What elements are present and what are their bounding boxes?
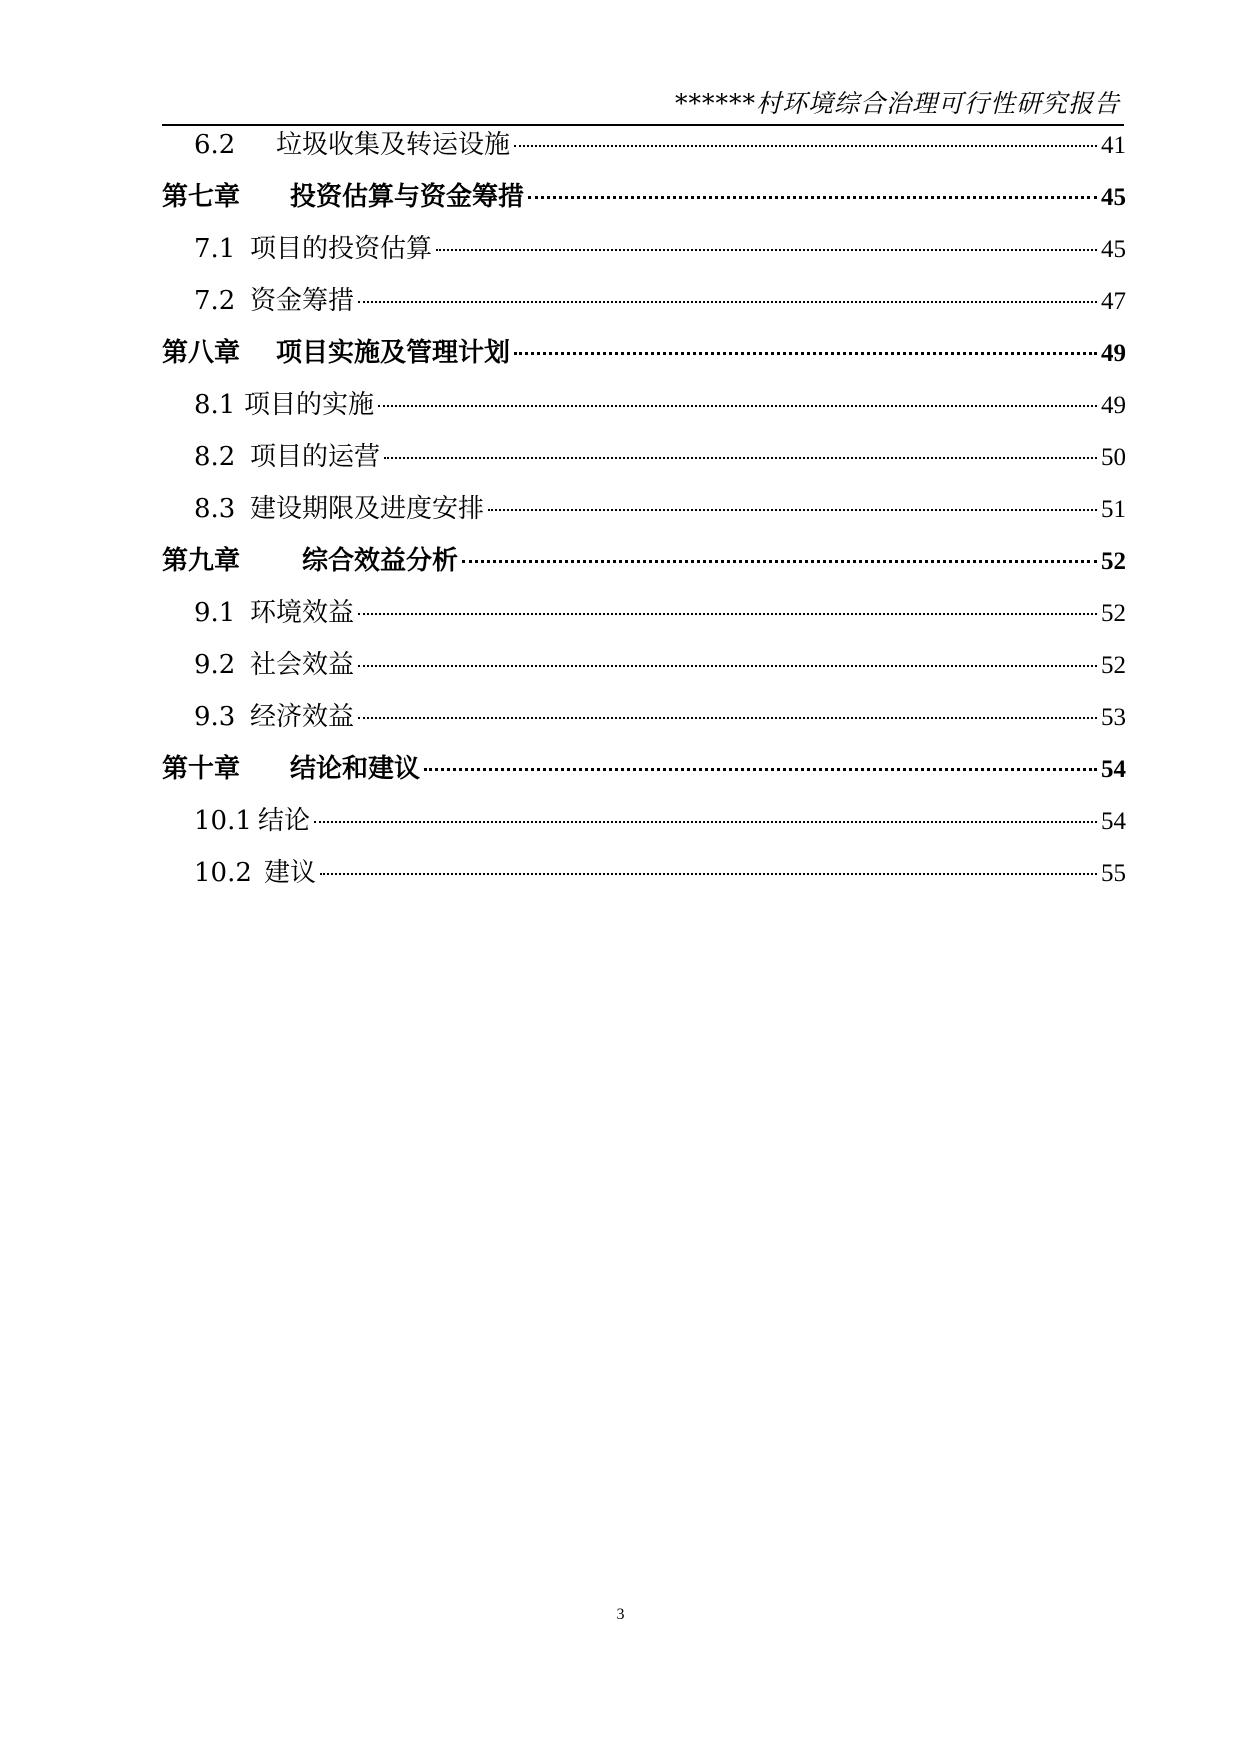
toc-chapter-entry[interactable] [162, 176, 1126, 216]
toc-section-title: 结论 [258, 806, 311, 836]
toc-section-title: 社会效益 [250, 650, 355, 680]
toc-page-number: 53 [1101, 704, 1126, 731]
toc-dot-leader [378, 405, 1097, 407]
toc-page-number: 51 [1101, 496, 1126, 523]
toc-chapter-title: 投资估算与资金筹措 [290, 182, 525, 212]
toc-chapter-number: 第十章 [162, 754, 241, 784]
toc-dot-leader [358, 665, 1097, 667]
toc-dot-leader [488, 509, 1097, 511]
toc-section-entry[interactable] [162, 124, 1126, 164]
toc-section-title: 经济效益 [250, 702, 355, 732]
toc-dot-leader [514, 352, 1097, 355]
toc-section-entry[interactable] [162, 592, 1126, 632]
toc-page-number: 52 [1101, 652, 1126, 679]
toc-section-title: 垃圾收集及转运设施 [276, 130, 511, 160]
toc-page-number: 45 [1101, 184, 1126, 211]
toc-section-title: 建设期限及进度安排 [250, 494, 485, 524]
toc-section-entry[interactable] [162, 852, 1126, 892]
toc-dot-leader [320, 873, 1097, 875]
toc-section-number: 9.1 [194, 598, 236, 628]
page-header [162, 88, 1124, 126]
toc-section-number: 8.3 [194, 494, 236, 524]
toc-chapter-title: 项目实施及管理计划 [276, 338, 511, 368]
toc-section-number: 7.1 [194, 234, 236, 264]
toc-dot-leader [436, 249, 1097, 251]
toc-page-number: 55 [1101, 860, 1126, 887]
toc-section-title: 项目的运营 [250, 442, 381, 472]
toc-section-entry[interactable] [162, 228, 1126, 268]
toc-dot-leader [528, 196, 1097, 199]
toc-chapter-title: 结论和建议 [290, 754, 421, 784]
toc-section-number: 10.1 [194, 806, 252, 836]
toc-chapter-number: 第七章 [162, 182, 241, 212]
page-number: 3 [616, 1606, 625, 1623]
toc-chapter-title: 综合效益分析 [302, 546, 459, 576]
toc-section-number: 9.2 [194, 650, 236, 680]
toc-page-number: 52 [1101, 548, 1126, 575]
toc-section-entry[interactable] [162, 280, 1126, 320]
toc-page-number: 47 [1101, 288, 1126, 315]
toc-section-entry[interactable] [162, 436, 1126, 476]
toc-chapter-entry[interactable] [162, 332, 1126, 372]
toc-chapter-number: 第九章 [162, 546, 241, 576]
toc-section-entry[interactable] [162, 696, 1126, 736]
toc-chapter-entry[interactable] [162, 748, 1126, 788]
toc-section-title: 环境效益 [250, 598, 355, 628]
toc-chapter-number: 第八章 [162, 338, 241, 368]
toc-section-entry[interactable] [162, 800, 1126, 840]
toc-dot-leader [358, 613, 1097, 615]
toc-section-number: 6.2 [194, 130, 236, 160]
toc-section-title: 建议 [264, 858, 317, 888]
toc-page-number: 52 [1101, 600, 1126, 627]
toc-section-number: 10.2 [194, 858, 252, 888]
toc-section-number: 7.2 [194, 286, 236, 316]
document-running-title: ******村环境综合治理可行性研究报告 [674, 89, 1120, 118]
toc-page-number: 45 [1101, 236, 1126, 263]
toc-dot-leader [384, 457, 1097, 459]
toc-page-number: 54 [1101, 808, 1126, 835]
toc-section-entry[interactable] [162, 384, 1126, 424]
toc-section-title: 项目的实施 [244, 390, 375, 420]
toc-section-number: 9.3 [194, 702, 236, 732]
toc-dot-leader [462, 560, 1097, 563]
toc-page-number: 49 [1101, 340, 1126, 367]
toc-section-entry[interactable] [162, 488, 1126, 528]
toc-section-number: 8.2 [194, 442, 236, 472]
toc-section-number: 8.1 [194, 390, 236, 420]
toc-section-entry[interactable] [162, 644, 1126, 684]
toc-section-title: 资金筹措 [250, 286, 355, 316]
toc-dot-leader [424, 768, 1097, 771]
toc-page-number: 50 [1101, 444, 1126, 471]
toc-dot-leader [358, 301, 1097, 303]
toc-page-number: 41 [1101, 132, 1126, 159]
toc-page-number: 54 [1101, 756, 1126, 783]
toc-page-number: 49 [1101, 392, 1126, 419]
toc-dot-leader [358, 717, 1097, 719]
toc-dot-leader [514, 145, 1097, 147]
toc-dot-leader [314, 821, 1097, 823]
toc-chapter-entry[interactable] [162, 540, 1126, 580]
toc-section-title: 项目的投资估算 [250, 234, 433, 264]
